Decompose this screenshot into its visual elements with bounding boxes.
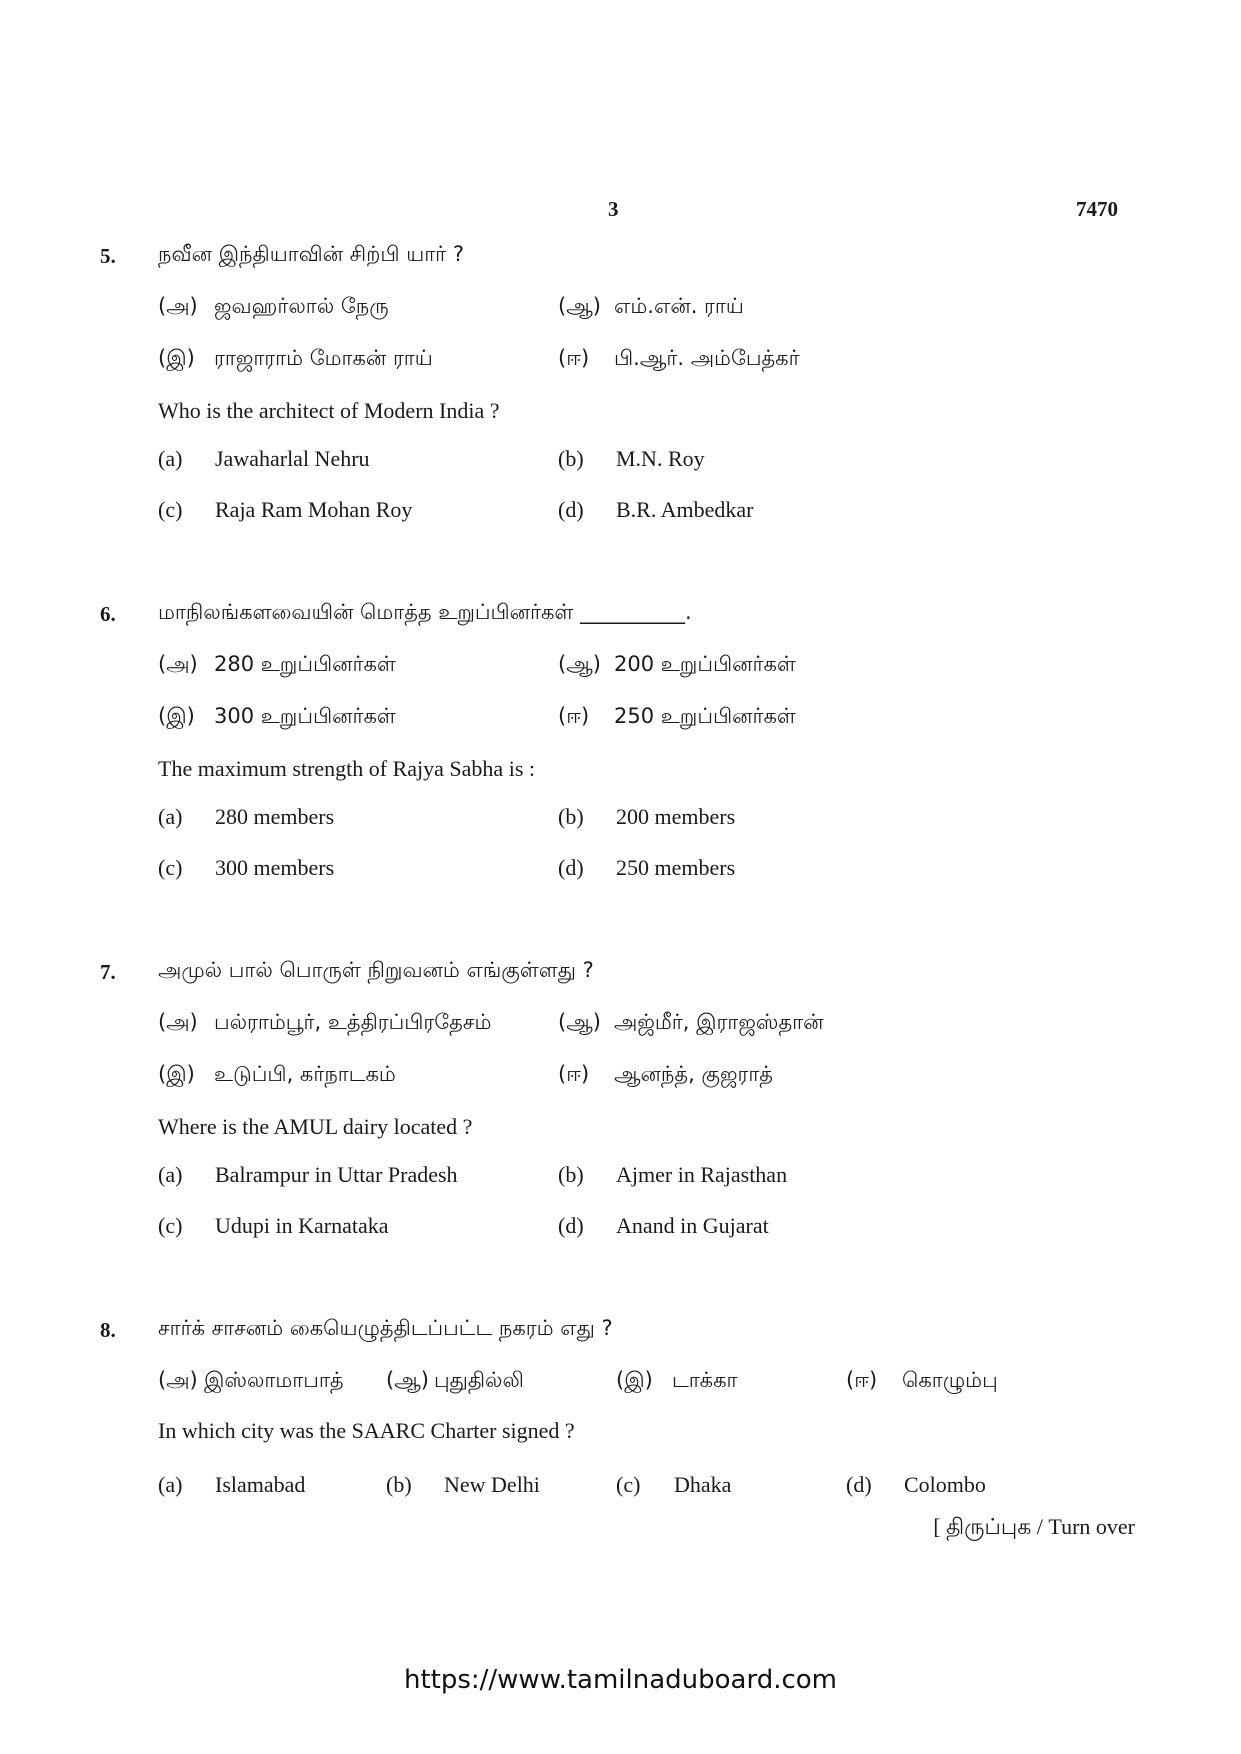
option-tamil	[558, 294, 744, 321]
option-text: அஜ்மீர், இராஜஸ்தான்	[614, 1010, 824, 1034]
option-text: 200 உறுப்பினர்கள்	[614, 652, 796, 676]
option-text: B.R. Ambedkar	[616, 497, 754, 522]
option-text: பல்ராம்பூர், உத்திரப்பிரதேசம்	[214, 1010, 492, 1034]
option-text: ராஜாராம் மோகன் ராய்	[214, 346, 433, 370]
option-text: Ajmer in Rajasthan	[616, 1162, 788, 1187]
option-label: (d)	[846, 1472, 872, 1497]
option-label: (ஆ)	[558, 652, 601, 676]
option-tamil	[558, 652, 796, 679]
option-english	[558, 1213, 769, 1239]
option-text: உடுப்பி, கர்நாடகம்	[214, 1062, 396, 1086]
question-number: 5.	[100, 244, 116, 268]
option-label: (d)	[558, 1213, 584, 1238]
option-label: (ஈ)	[558, 704, 590, 728]
option-label: (இ)	[158, 1062, 195, 1086]
option-tamil	[386, 1368, 524, 1395]
option-text: New Delhi	[444, 1472, 540, 1497]
option-text: Dhaka	[674, 1472, 732, 1497]
option-label: (ஈ)	[558, 346, 590, 370]
option-label: (அ)	[158, 1368, 198, 1392]
option-label: (அ)	[158, 294, 198, 318]
option-text: கொழும்பு	[902, 1368, 998, 1392]
option-text: பி.ஆர். அம்பேத்கர்	[614, 346, 800, 370]
option-label: (அ)	[158, 1010, 198, 1034]
option-english	[558, 804, 735, 830]
option-tamil	[158, 294, 389, 321]
option-text: எம்.என். ராய்	[614, 294, 744, 318]
question-tamil: சார்க் சாசனம் கையெழுத்திடப்பட்ட நகரம் எது ?	[158, 1316, 613, 1340]
question-number: 8.	[100, 1318, 116, 1342]
turn-over-note: [ திருப்புக / Turn over	[933, 1514, 1135, 1539]
option-text: Colombo	[904, 1472, 986, 1497]
option-english	[558, 1162, 787, 1188]
option-label: (அ)	[158, 652, 198, 676]
option-text: 250 உறுப்பினர்கள்	[614, 704, 796, 728]
question-english: Where is the AMUL dairy located ?	[158, 1114, 473, 1139]
question-english: Who is the architect of Modern India ?	[158, 398, 500, 423]
option-tamil	[558, 1062, 773, 1089]
option-label: (d)	[558, 497, 584, 522]
option-english	[158, 855, 334, 881]
question-tamil: நவீன இந்தியாவின் சிற்பி யார் ?	[158, 242, 464, 266]
option-label: (ஆ)	[558, 1010, 601, 1034]
option-label: (b)	[386, 1472, 412, 1497]
option-label: (ஆ)	[386, 1368, 429, 1392]
option-tamil	[158, 1062, 396, 1089]
option-text: டாக்கா	[672, 1368, 738, 1392]
page-number: 3	[608, 197, 619, 221]
paper-code: 7470	[1076, 197, 1118, 221]
option-english	[158, 1472, 305, 1498]
option-english	[158, 497, 412, 523]
option-text: Anand in Gujarat	[616, 1213, 769, 1238]
option-english	[158, 446, 370, 472]
option-tamil	[616, 1368, 738, 1395]
option-label: (a)	[158, 446, 183, 471]
option-english	[158, 1213, 389, 1239]
option-text: Raja Ram Mohan Roy	[215, 497, 413, 522]
option-label: (c)	[158, 855, 183, 880]
option-text: Islamabad	[215, 1472, 306, 1497]
question-english: The maximum strength of Rajya Sabha is :	[158, 756, 535, 781]
option-text: 300 members	[215, 855, 335, 880]
option-text: Udupi in Karnataka	[215, 1213, 389, 1238]
website-url[interactable]: https://www.tamilnaduboard.com	[403, 1665, 838, 1695]
option-label: (c)	[158, 1213, 183, 1238]
option-text: 280 உறுப்பினர்கள்	[214, 652, 396, 676]
option-label: (c)	[158, 497, 183, 522]
option-text: இஸ்லாமாபாத்	[204, 1368, 344, 1392]
option-tamil	[158, 346, 433, 373]
option-text: Jawaharlal Nehru	[215, 446, 370, 471]
option-tamil	[158, 1010, 491, 1037]
option-label: (a)	[158, 804, 183, 829]
question-number: 7.	[100, 960, 116, 984]
option-label: (இ)	[616, 1368, 653, 1392]
option-text: ஆனந்த், குஜராத்	[614, 1062, 773, 1086]
option-label: (இ)	[158, 346, 195, 370]
option-label: (ஈ)	[558, 1062, 590, 1086]
question-english: In which city was the SAARC Charter signed ?	[158, 1418, 575, 1443]
option-english	[386, 1472, 540, 1498]
option-label: (b)	[558, 1162, 584, 1187]
option-label: (ஈ)	[846, 1368, 878, 1392]
option-label: (c)	[616, 1472, 641, 1497]
option-tamil	[158, 704, 396, 731]
option-text: Balrampur in Uttar Pradesh	[215, 1162, 458, 1187]
option-label: (ஆ)	[558, 294, 601, 318]
option-tamil	[158, 1368, 344, 1395]
question-tamil: மாநிலங்களவையின் மொத்த உறுப்பினர்கள் __________.	[158, 600, 692, 624]
option-tamil	[558, 1010, 823, 1037]
option-english	[846, 1472, 986, 1498]
option-english	[616, 1472, 731, 1498]
option-tamil	[846, 1368, 998, 1395]
option-english	[158, 804, 334, 830]
option-label: (d)	[558, 855, 584, 880]
option-text: ஜவஹர்லால் நேரு	[214, 294, 389, 318]
option-tamil	[158, 652, 396, 679]
option-text: புதுதில்லி	[434, 1368, 524, 1392]
question-number: 6.	[100, 602, 116, 626]
option-label: (b)	[558, 804, 584, 829]
option-tamil	[558, 346, 800, 373]
option-text: M.N. Roy	[616, 446, 705, 471]
option-label: (இ)	[158, 704, 195, 728]
option-english	[558, 497, 754, 523]
option-english	[558, 855, 735, 881]
question-tamil: அமுல் பால் பொருள் நிறுவனம் எங்குள்ளது ?	[158, 958, 594, 982]
option-text: 280 members	[215, 804, 335, 829]
option-label: (b)	[558, 446, 584, 471]
option-label: (a)	[158, 1162, 183, 1187]
option-label: (a)	[158, 1472, 183, 1497]
option-text: 200 members	[616, 804, 736, 829]
option-tamil	[558, 704, 796, 731]
option-english	[158, 1162, 458, 1188]
option-text: 300 உறுப்பினர்கள்	[214, 704, 396, 728]
option-english	[558, 446, 705, 472]
option-text: 250 members	[616, 855, 736, 880]
